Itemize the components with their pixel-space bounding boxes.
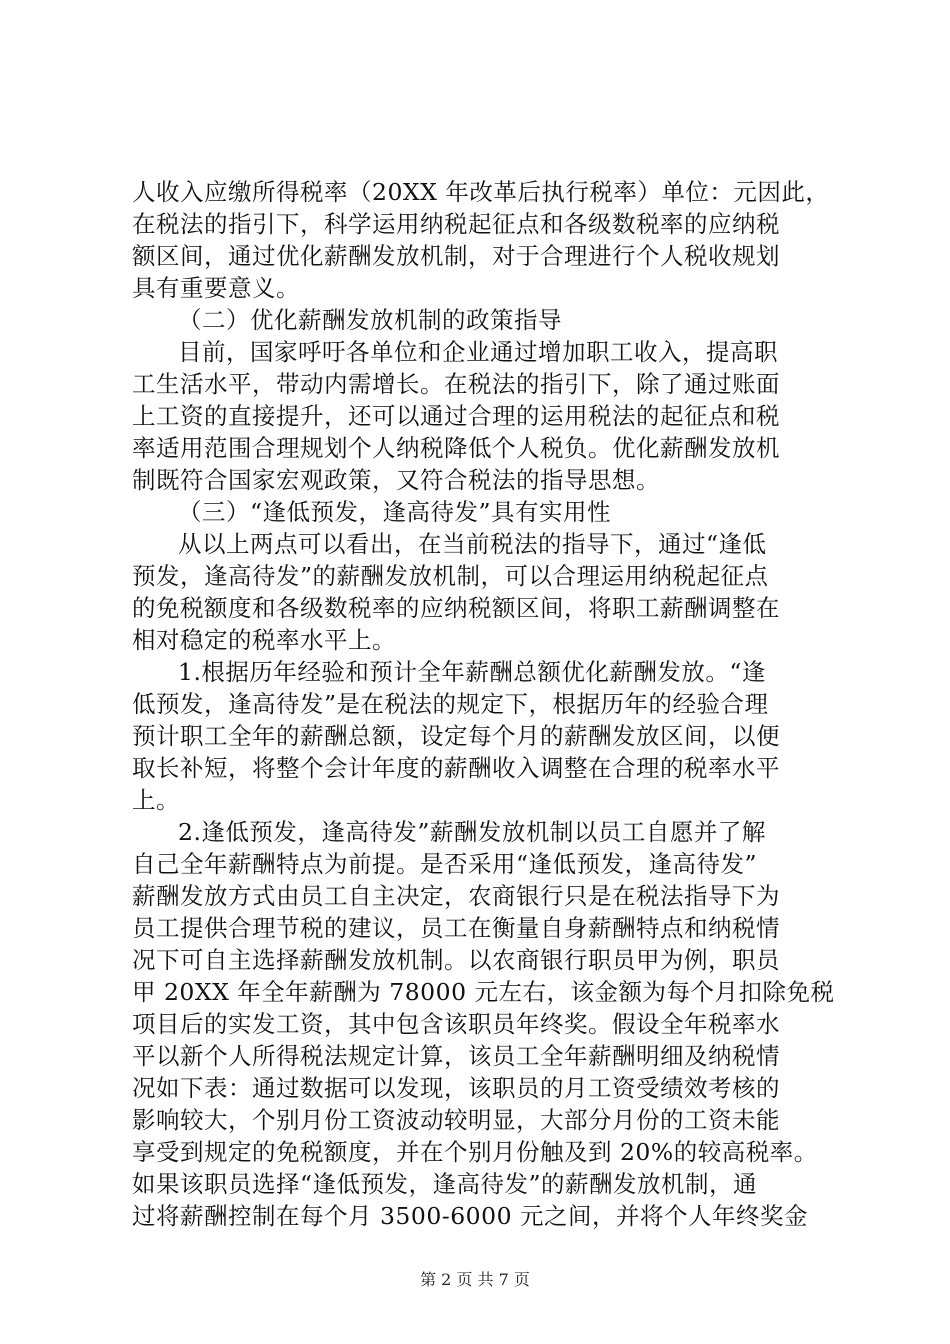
text-line: 预发，逢高待发”的薪酬发放机制，可以合理运用纳税起征点 xyxy=(132,562,769,590)
text-line: 项目后的实发工资，其中包含该职员年终奖。假设全年税率水 xyxy=(132,1010,780,1038)
text-line: 相对稳定的税率水平上。 xyxy=(132,626,396,654)
text-line: 的免税额度和各级数税率的应纳税额区间，将职工薪酬调整在 xyxy=(132,594,780,622)
text-line: 预计职工全年的薪酬总额，设定每个月的薪酬发放区间，以便 xyxy=(132,722,780,750)
text-line: 员工提供合理节税的建议，员工在衡量自身薪酬特点和纳税情 xyxy=(132,914,780,942)
text-line: 在税法的指引下，科学运用纳税起征点和各级数税率的应纳税 xyxy=(132,210,780,238)
document-body xyxy=(132,176,835,1232)
text-line: 甲 20XX 年全年薪酬为 78000 元左右，该金额为每个月扣除免税 xyxy=(132,978,835,1006)
text-line: 1.根据历年经验和预计全年薪酬总额优化薪酬发放。“逢 xyxy=(178,658,766,686)
text-line: 上工资的直接提升，还可以通过合理的运用税法的起征点和税 xyxy=(132,402,780,430)
text-line: 平以新个人所得税法规定计算，该员工全年薪酬明细及纳税情 xyxy=(132,1042,780,1070)
text-line: 薪酬发放方式由员工自主决定，农商银行只是在税法指导下为 xyxy=(132,882,780,910)
text-line: 额区间，通过优化薪酬发放机制，对于合理进行个人税收规划 xyxy=(132,242,780,270)
text-line: 目前，国家呼吁各单位和企业通过增加职工收入，提高职 xyxy=(178,338,778,366)
text-line: 具有重要意义。 xyxy=(132,274,300,302)
text-line: 上。 xyxy=(132,786,180,814)
text-line: 取长补短，将整个会计年度的薪酬收入调整在合理的税率水平 xyxy=(132,754,780,782)
text-line: 从以上两点可以看出，在当前税法的指导下，通过“逢低 xyxy=(178,530,767,558)
text-line: 率适用范围合理规划个人纳税降低个人税负。优化薪酬发放机 xyxy=(132,434,780,462)
text-line: 制既符合国家宏观政策，又符合税法的指导思想。 xyxy=(132,466,660,494)
text-line: 况下可自主选择薪酬发放机制。以农商银行职员甲为例，职员 xyxy=(132,946,780,974)
text-line: 低预发，逢高待发”是在税法的规定下，根据历年的经验合理 xyxy=(132,690,769,718)
section-heading: （三）“逢低预发，逢高待发”具有实用性 xyxy=(178,498,612,526)
text-line: 如果该职员选择“逢低预发，逢高待发”的薪酬发放机制，通 xyxy=(132,1170,758,1198)
text-line: 享受到规定的免税额度，并在个别月份触及到 20%的较高税率。 xyxy=(132,1138,818,1166)
text-line: 2.逢低预发，逢高待发”薪酬发放机制以员工自愿并了解 xyxy=(178,818,766,846)
text-line: 影响较大，个别月份工资波动较明显，大部分月份的工资未能 xyxy=(132,1106,780,1134)
text-line: 自己全年薪酬特点为前提。是否采用“逢低预发，逢高待发” xyxy=(132,850,758,878)
text-line: 人收入应缴所得税率（20XX 年改革后执行税率）单位：元因此， xyxy=(132,178,830,206)
text-line: 工生活水平，带动内需增长。在税法的指引下，除了通过账面 xyxy=(132,370,780,398)
text-line: 过将薪酬控制在每个月 3500-6000 元之间，并将个人年终奖金 xyxy=(132,1202,808,1230)
text-line: 况如下表：通过数据可以发现，该职员的月工资受绩效考核的 xyxy=(132,1074,780,1102)
page-number-footer: 第 2 页 共 7 页 xyxy=(420,1270,530,1289)
section-heading: （二）优化薪酬发放机制的政策指导 xyxy=(178,306,562,334)
